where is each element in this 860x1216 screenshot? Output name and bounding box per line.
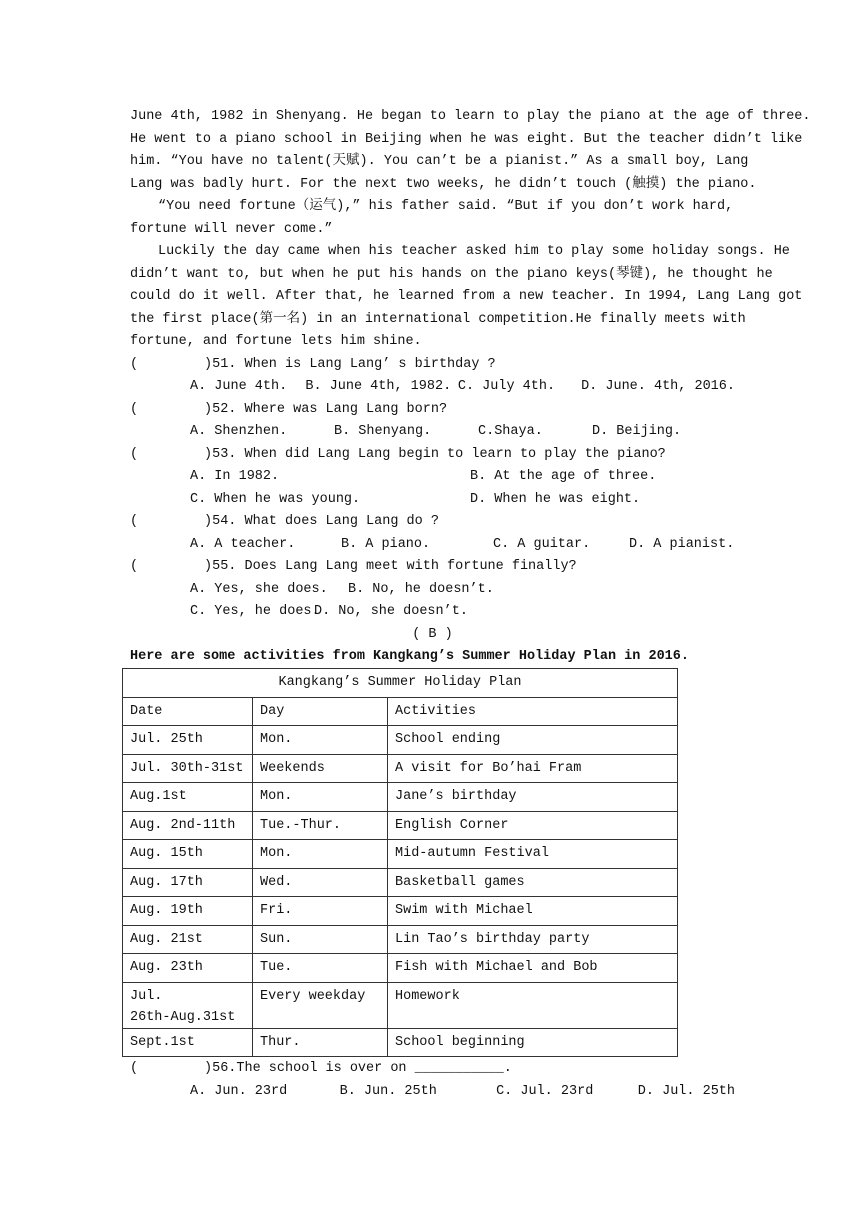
passage-line: He went to a piano school in Beijing when he was eight. But the teacher didn’t like	[130, 131, 803, 147]
question-55	[130, 556, 735, 579]
option[interactable]: D. June. 4th, 2016.	[581, 379, 735, 394]
cell-activity: English Corner	[388, 811, 678, 840]
question-stem: )52. Where was Lang Lang born?	[204, 401, 448, 417]
cell-date: Aug. 19th	[123, 897, 253, 926]
cell-day: Fri.	[253, 897, 388, 926]
cell-day: Tue.-Thur.	[253, 811, 388, 840]
question-52	[130, 399, 735, 422]
option[interactable]: D. Beijing.	[592, 424, 682, 439]
option[interactable]: D. A pianist.	[629, 536, 735, 552]
options-row	[130, 1081, 735, 1104]
table-row	[123, 897, 678, 926]
cell-day: Sun.	[253, 925, 388, 954]
cell-day: Thur.	[253, 1028, 388, 1057]
option[interactable]: B. A piano.	[341, 536, 431, 552]
option[interactable]: C. July 4th.	[457, 379, 556, 394]
option[interactable]: A. A teacher.	[190, 536, 296, 552]
header-activities: Activities	[388, 697, 678, 726]
option[interactable]: B. At the age of three.	[470, 469, 657, 484]
options-row	[130, 421, 735, 444]
cell-date: Jul. 25th	[123, 726, 253, 755]
option[interactable]: C. A guitar.	[493, 536, 591, 552]
cell-day: Mon.	[253, 840, 388, 869]
passage-line: could do it well. After that, he learned from a new teacher. In 1994, Lang Lang got	[130, 289, 803, 304]
table-row	[123, 1028, 678, 1057]
passage-line: didn’t want to, but when he put his hands on the piano keys(琴键), he thought he	[130, 266, 773, 282]
table-title: Kangkang’s Summer Holiday Plan	[123, 669, 678, 698]
cell-date: Aug. 15th	[123, 840, 253, 869]
cell-activity: Jane’s birthday	[388, 783, 678, 812]
holiday-plan-table	[122, 668, 678, 1057]
table-row	[123, 811, 678, 840]
answer-blank[interactable]: (	[130, 446, 139, 462]
passage-line: fortune, and fortune lets him shine.	[130, 334, 422, 349]
options-row	[130, 534, 735, 557]
cell-date: Aug. 17th	[123, 868, 253, 897]
question-56-block	[130, 1058, 735, 1103]
cell-activity: School ending	[388, 726, 678, 755]
option[interactable]: D. Jul. 25th	[637, 1083, 736, 1099]
option[interactable]: C. Jul. 23rd	[496, 1083, 594, 1099]
cell-day: Mon.	[253, 783, 388, 812]
option[interactable]: C. Yes, he does.	[190, 604, 320, 619]
cell-date: Sept.1st	[123, 1028, 253, 1057]
question-stem: )55. Does Lang Lang meet with fortune finally?	[204, 559, 577, 574]
cell-day: Mon.	[253, 726, 388, 755]
header-day: Day	[253, 697, 388, 726]
option[interactable]: A. Shenzhen.	[190, 424, 288, 439]
header-date: Date	[123, 697, 253, 726]
question-56	[130, 1058, 735, 1081]
answer-blank[interactable]: (	[130, 514, 139, 529]
cell-activity: Lin Tao’s birthday party	[388, 925, 678, 954]
cell-activity: Fish with Michael and Bob	[388, 954, 678, 983]
cell-day: Weekends	[253, 754, 388, 783]
passage-line: “You need fortune（运气),” his father said. “But if you don’t work hard,	[158, 199, 734, 214]
option[interactable]: D. No, she doesn’t.	[314, 604, 468, 619]
cell-activity: A visit for Bo’hai Fram	[388, 754, 678, 783]
options-row	[130, 376, 735, 399]
cell-date: Aug. 21st	[123, 925, 253, 954]
table-row	[123, 726, 678, 755]
option[interactable]: B. Jun. 25th	[339, 1083, 437, 1099]
cell-day: Every weekday	[253, 982, 388, 1028]
cell-date: Aug. 2nd-11th	[123, 811, 253, 840]
cell-activity: School beginning	[388, 1028, 678, 1057]
cell-date: Jul. 30th-31st	[123, 754, 253, 783]
cell-activity: Mid-autumn Festival	[388, 840, 678, 869]
option[interactable]: A. In 1982.	[190, 469, 280, 484]
answer-blank[interactable]: (	[130, 1061, 139, 1076]
options-row	[130, 601, 735, 624]
option[interactable]: A. Jun. 23rd	[190, 1083, 288, 1099]
option[interactable]: B. Shenyang.	[334, 424, 432, 439]
passage-line: the first place(第一名) in an international competition.He finally meets with	[130, 311, 746, 327]
table-row	[123, 783, 678, 812]
cell-date: Jul. 26th-Aug.31st	[123, 982, 253, 1028]
answer-blank[interactable]: (	[130, 356, 139, 372]
option[interactable]: C.Shaya.	[478, 424, 543, 439]
cell-day: Wed.	[253, 868, 388, 897]
cell-activity: Basketball games	[388, 868, 678, 897]
option[interactable]: A. Yes, she does.	[190, 581, 328, 597]
table-row	[123, 754, 678, 783]
question-stem: )54. What does Lang Lang do ?	[204, 514, 439, 529]
options-row	[130, 466, 735, 489]
question-stem: )51. When is Lang Lang’ s birthday ?	[204, 356, 496, 372]
passage-a	[130, 106, 811, 669]
passage-line: fortune will never come.”	[130, 221, 333, 237]
table-row	[123, 868, 678, 897]
option[interactable]: A. June 4th.	[190, 379, 288, 394]
answer-blank[interactable]: (	[130, 559, 139, 574]
options-row	[130, 489, 735, 512]
section-label: ( B )	[412, 626, 453, 642]
passage-line: him. “You have no talent(天赋). You can’t be a pianist.” As a small boy, Lang	[130, 154, 749, 169]
answer-blank[interactable]: (	[130, 401, 139, 417]
question-54	[130, 511, 735, 534]
options-row	[130, 579, 735, 602]
option[interactable]: B. June 4th, 1982.	[305, 379, 452, 394]
cell-date: Aug. 23th	[123, 954, 253, 983]
cell-date: Aug.1st	[123, 783, 253, 812]
option[interactable]: C. When he was young.	[190, 491, 361, 507]
cell-day: Tue.	[253, 954, 388, 983]
option[interactable]: B. No, he doesn’t.	[348, 581, 494, 597]
table-row	[123, 954, 678, 983]
table-row	[123, 925, 678, 954]
passage-line: Luckily the day came when his teacher asked him to play some holiday songs. He	[158, 244, 790, 259]
table-row	[123, 840, 678, 869]
table-header-row	[123, 697, 678, 726]
cell-activity: Swim with Michael	[388, 897, 678, 926]
question-stem: )53. When did Lang Lang begin to learn to play the piano?	[204, 446, 666, 462]
question-stem: )56.The school is over on ___________.	[204, 1061, 512, 1076]
cell-activity: Homework	[388, 982, 678, 1028]
passage-line: Lang was badly hurt. For the next two weeks, he didn’t touch (触摸) the piano.	[130, 176, 757, 192]
section-intro: Here are some activities from Kangkang’s Summer Holiday Plan in 2016.	[130, 649, 689, 664]
question-53	[130, 444, 735, 467]
option[interactable]: D. When he was eight.	[470, 491, 641, 507]
question-51	[130, 354, 735, 377]
table-row	[123, 982, 678, 1028]
passage-line: June 4th, 1982 in Shenyang. He began to learn to play the piano at the age of three.	[130, 109, 811, 124]
